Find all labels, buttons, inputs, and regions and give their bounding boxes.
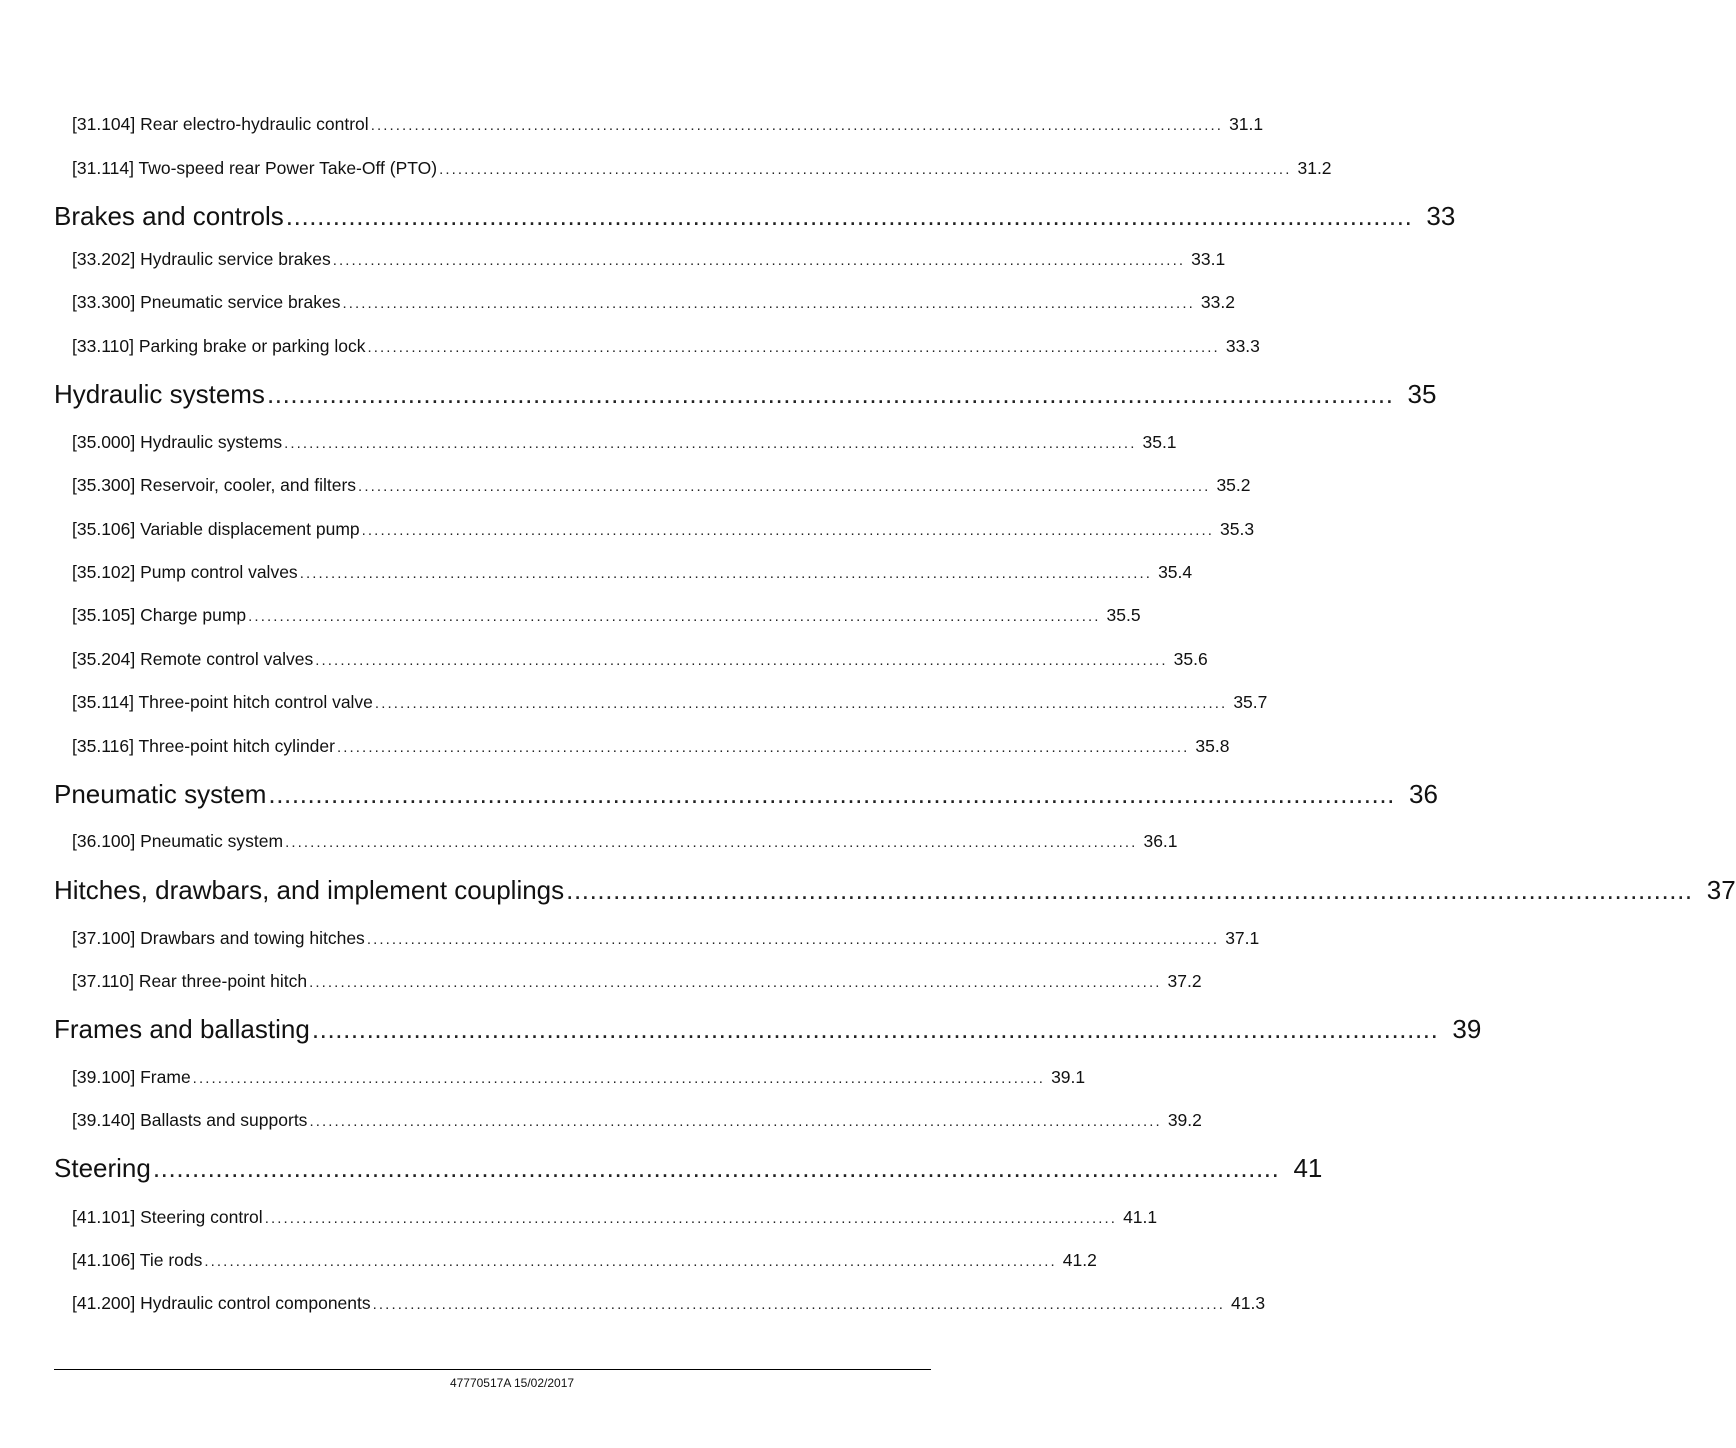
toc-entry[interactable] xyxy=(72,927,1260,951)
toc-entry-page: 31.1 xyxy=(1229,114,1264,134)
dot-leader: ........................................................................................................................................ xyxy=(332,252,1186,269)
toc-entry-label: [33.110] Parking brake or parking lock xyxy=(72,336,366,356)
toc-entry[interactable] xyxy=(72,1066,1086,1090)
toc-entry-label: [39.100] Frame xyxy=(72,1067,191,1087)
toc-entry-page: 36.1 xyxy=(1143,831,1178,851)
toc-entry-page: 37.1 xyxy=(1225,928,1260,948)
toc-entry-page: 35.4 xyxy=(1158,562,1193,582)
dot-leader: ........................................................................................................................................ xyxy=(204,1253,1057,1270)
footer-doc-number: 47770517A 15/02/2017 xyxy=(449,1376,575,1390)
toc-entry[interactable] xyxy=(72,1249,1097,1273)
toc-entry-label: [37.110] Rear three-point hitch xyxy=(72,971,308,991)
dot-leader: ........................................................................................................................................ xyxy=(370,117,1224,134)
toc-section[interactable] xyxy=(54,778,1438,810)
toc-entry[interactable] xyxy=(72,970,1202,994)
toc-section-page: 39 xyxy=(1452,1014,1482,1044)
dot-leader: ........................................................................................................................................ xyxy=(439,161,1292,178)
toc-section-label: Brakes and controls xyxy=(54,201,284,231)
toc-entry-page: 31.2 xyxy=(1297,158,1332,178)
dot-leader: ........................................................................................................................................ xyxy=(284,435,1137,452)
toc-entry-label: [35.000] Hydraulic systems xyxy=(72,432,283,452)
toc-entry-page: 35.2 xyxy=(1216,475,1251,495)
dot-leader: ........................................................................................................................................ xyxy=(264,1210,1118,1227)
toc-entry-page: 39.2 xyxy=(1167,1110,1202,1130)
dot-leader: ........................................................................................................................................ xyxy=(299,565,1153,582)
dot-leader: ........................................................................................................................................ xyxy=(285,834,1138,851)
dot-leader: ................................................................................................................................................ xyxy=(266,379,1394,409)
toc-entry[interactable] xyxy=(72,735,1230,759)
toc-entry-label: [31.104] Rear electro-hydraulic control xyxy=(72,114,369,134)
toc-entry-label: [35.204] Remote control valves xyxy=(72,649,314,669)
toc-entry[interactable] xyxy=(72,604,1141,628)
toc-entry[interactable] xyxy=(72,691,1268,715)
dot-leader: ........................................................................................................................................ xyxy=(361,522,1215,539)
toc-entry-page: 35.5 xyxy=(1106,605,1141,625)
toc-entry-page: 33.3 xyxy=(1225,336,1260,356)
dot-leader: ................................................................................................................................................ xyxy=(268,779,1396,809)
toc-entry-page: 33.2 xyxy=(1200,292,1235,312)
footer-divider xyxy=(54,1369,931,1370)
toc-entry-label: [35.116] Three-point hitch cylinder xyxy=(72,736,335,756)
toc-entry[interactable] xyxy=(72,335,1260,359)
dot-leader: ................................................................................................................................................ xyxy=(152,1153,1280,1183)
toc-section-label: Hitches, drawbars, and implement couplings xyxy=(54,875,565,905)
toc-entry[interactable] xyxy=(72,830,1178,854)
toc-entry[interactable] xyxy=(72,1292,1266,1316)
toc-section-label: Hydraulic systems xyxy=(54,379,265,409)
toc-entry-label: [41.106] Tie rods xyxy=(72,1250,203,1270)
toc-entry[interactable] xyxy=(72,474,1251,498)
toc-section[interactable] xyxy=(54,200,1456,232)
dot-leader: ........................................................................................................................................ xyxy=(358,478,1211,495)
toc-entry-label: [36.100] Pneumatic system xyxy=(72,831,284,851)
dot-leader: ........................................................................................................................................ xyxy=(342,295,1195,312)
toc-section[interactable] xyxy=(54,1152,1323,1184)
toc-entry[interactable] xyxy=(72,648,1208,672)
dot-leader: ........................................................................................................................................ xyxy=(309,974,1162,991)
dot-leader: ........................................................................................................................................ xyxy=(372,1296,1226,1313)
toc-entry-page: 35.3 xyxy=(1220,519,1255,539)
toc-section-label: Steering xyxy=(54,1153,151,1183)
toc-section-page: 35 xyxy=(1407,379,1437,409)
toc-entry-label: [39.140] Ballasts and supports xyxy=(72,1110,308,1130)
toc-entry-page: 37.2 xyxy=(1167,971,1202,991)
toc-entry-label: [35.106] Variable displacement pump xyxy=(72,519,360,539)
dot-leader: ................................................................................................................................................ xyxy=(566,875,1693,905)
dot-leader: ................................................................................................................................................ xyxy=(311,1014,1439,1044)
toc-section[interactable] xyxy=(54,874,1736,906)
toc-entry[interactable] xyxy=(72,113,1264,137)
toc-section-page: 37 xyxy=(1706,875,1736,905)
dot-leader: ........................................................................................................................................ xyxy=(248,608,1101,625)
toc-entry-label: [35.300] Reservoir, cooler, and filters xyxy=(72,475,357,495)
dot-leader: ........................................................................................................................................ xyxy=(336,739,1190,756)
toc-entry-label: [33.300] Pneumatic service brakes xyxy=(72,292,341,312)
dot-leader: ................................................................................................................................................ xyxy=(285,201,1413,231)
toc-entry-label: [35.105] Charge pump xyxy=(72,605,247,625)
toc-section-page: 33 xyxy=(1426,201,1456,231)
toc-entry-page: 35.1 xyxy=(1142,432,1177,452)
toc-entry-label: [41.101] Steering control xyxy=(72,1207,263,1227)
dot-leader: ........................................................................................................................................ xyxy=(366,931,1220,948)
toc-entry-page: 41.3 xyxy=(1231,1293,1266,1313)
toc-section[interactable] xyxy=(54,378,1437,410)
toc-entry-label: [41.200] Hydraulic control components xyxy=(72,1293,371,1313)
dot-leader: ........................................................................................................................................ xyxy=(309,1113,1162,1130)
toc-entry[interactable] xyxy=(72,1206,1158,1230)
dot-leader: ........................................................................................................................................ xyxy=(367,339,1220,356)
dot-leader: ........................................................................................................................................ xyxy=(192,1070,1046,1087)
toc-entry[interactable] xyxy=(72,1109,1202,1133)
toc-entry-page: 39.1 xyxy=(1051,1067,1086,1087)
dot-leader: ........................................................................................................................................ xyxy=(315,652,1168,669)
toc-entry-page: 35.6 xyxy=(1173,649,1208,669)
toc-section[interactable] xyxy=(54,1013,1482,1045)
toc-entry-page: 33.1 xyxy=(1191,249,1226,269)
toc-entry[interactable] xyxy=(72,157,1332,181)
toc-entry[interactable] xyxy=(72,248,1226,272)
toc-entry[interactable] xyxy=(72,561,1193,585)
toc-entry-page: 41.1 xyxy=(1123,1207,1158,1227)
toc-entry[interactable] xyxy=(72,431,1177,455)
toc-section-page: 36 xyxy=(1409,779,1438,809)
toc-entry-page: 35.7 xyxy=(1233,692,1268,712)
dot-leader: ........................................................................................................................................ xyxy=(374,695,1228,712)
toc-entry[interactable] xyxy=(72,518,1255,542)
toc-entry[interactable] xyxy=(72,291,1235,315)
toc-section-label: Frames and ballasting xyxy=(54,1014,310,1044)
toc-entry-label: [37.100] Drawbars and towing hitches xyxy=(72,928,365,948)
toc-section-label: Pneumatic system xyxy=(54,779,267,809)
toc-entry-label: [33.202] Hydraulic service brakes xyxy=(72,249,331,269)
toc-entry-label: [35.114] Three-point hitch control valve xyxy=(72,692,373,712)
toc-section-page: 41 xyxy=(1293,1153,1323,1183)
toc-entry-label: [35.102] Pump control valves xyxy=(72,562,298,582)
toc-entry-label: [31.114] Two-speed rear Power Take-Off (PTO) xyxy=(72,158,438,178)
toc-entry-page: 35.8 xyxy=(1195,736,1230,756)
toc-entry-page: 41.2 xyxy=(1062,1250,1097,1270)
